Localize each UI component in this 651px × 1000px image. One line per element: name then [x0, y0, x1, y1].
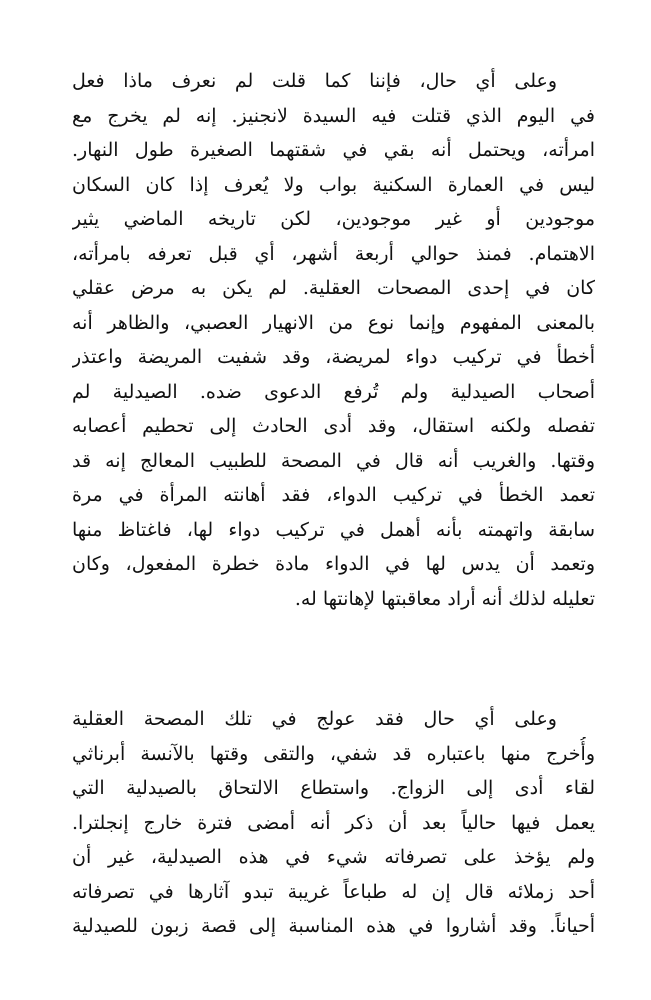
- text-line: تعليله لذلك أنه أراد معاقبتها لإهانتها له.: [294, 587, 595, 610]
- text-line: يعمل فيها حالياً بعد أن ذكر أنه أمضى فترة خارج إنجلترا.: [72, 811, 595, 834]
- text-line: سابقة واتهمته بأنه أهمل في تركيب دواء لها، فاغتاظ منها: [72, 518, 595, 541]
- text-line: أصحاب الصيدلية ولم تُرفع الدعوى ضده. الصيدلية لم: [72, 380, 595, 403]
- text-line: أحد زملائه قال إن له طباعاً غريبة تبدو آثارها في تصرفاته: [72, 880, 595, 903]
- text-line: وتعمد أن يدس لها في الدواء مادة خطرة المفعول، وكان: [72, 553, 595, 575]
- text-line: ليس في العمارة السكنية بواب ولا يُعرف إذا كان السكان: [72, 173, 595, 196]
- paragraph-1: [72, 64, 595, 616]
- text-line: وعلى أي حال، فإننا كما قلت لم نعرف ماذا فعل: [72, 70, 557, 92]
- paragraph-2: [72, 702, 595, 944]
- text-line: ولم يؤخذ على تصرفاته شيء في هذه الصيدلية، غير أن: [72, 846, 595, 868]
- text-line: الاهتمام. فمنذ حوالي أربعة أشهر، أي قبل تعرفه بامرأته،: [72, 242, 595, 265]
- text-line: موجودين أو غير موجودين، لكن تاريخه الماضي يثير: [72, 208, 595, 230]
- text-line: امرأته، ويحتمل أنه بقي في شقتهما الصغيرة طول النهار.: [72, 139, 595, 161]
- text-line: بالمعنى المفهوم وإنما نوع من الانهيار العصبي، والظاهر أنه: [72, 311, 595, 334]
- text-line: كان في إحدى المصحات العقلية. لم يكن به مرض عقلي: [72, 277, 595, 299]
- text-line: تعمد الخطأ في تركيب الدواء، فقد أهانته المرأة في مرة: [72, 484, 595, 506]
- text-line: أحياناً. وقد أشاروا في هذه المناسبة إلى قصة زبون للصيدلية: [72, 915, 595, 937]
- text-line: وقتها. والغريب أنه قال في المصحة للطبيب المعالج إنه قد: [72, 449, 595, 472]
- text-line: في اليوم الذي قتلت فيه السيدة لانجنيز. إنه لم يخرج مع: [72, 104, 595, 127]
- text-line: أخطأ في تركيب دواء لمريضة، وقد شفيت المريضة واعتذر: [72, 346, 595, 368]
- text-line: وعلى أي حال فقد عولج في تلك المصحة العقلية: [72, 708, 557, 730]
- text-line: لقاء أدى إلى الزواج. واستطاع الالتحاق بالصيدلية التي: [72, 777, 595, 799]
- text-line: وأُخرج منها باعتباره قد شفي، والتقى وقتها بالآنسة أبرناثي: [72, 742, 595, 765]
- text-line: تفصله ولكنه استقال، وقد أدى الحادث إلى تحطيم أعصابه: [72, 415, 595, 437]
